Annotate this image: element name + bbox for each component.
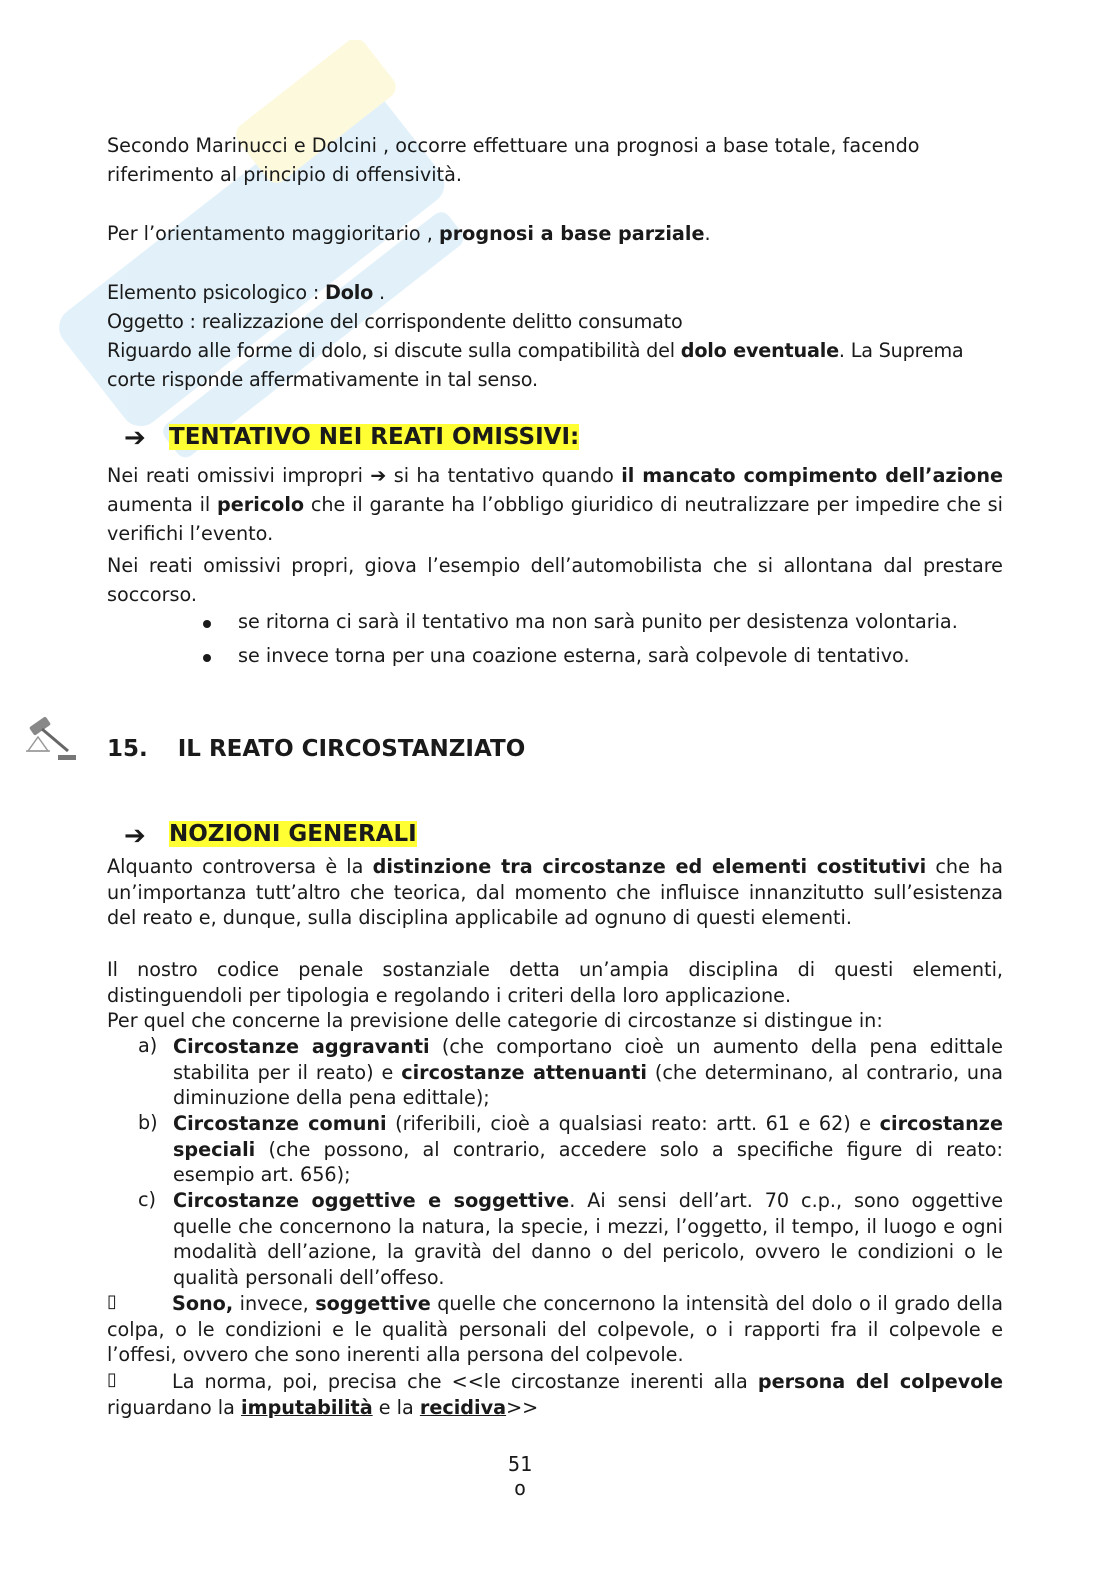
bullet-icon bbox=[203, 654, 211, 662]
paragraph-soggettive: Sono, invece, soggettive quelle che concernono la intensità del dolo o il grado della colpa, o le condizioni e le qualità personali del colpevole, o i rapporti fra il colpevole e l’offesi, ovvero che sono inerenti alla persona del colpevole. bbox=[107, 1292, 1003, 1367]
paragraph-omissivi-impropri: Nei reati omissivi impropri ➔ si ha tentativo quando il mancato compimento dell’azione aumenta il pericolo che il garante ha l’obbligo giuridico di neutralizzare per impedire che si verifichi l’evento. bbox=[107, 464, 1004, 545]
paragraph-elemento-psicologico: Elemento psicologico : Dolo . Oggetto : realizzazione del corrispondente delitto consumato Riguardo alle forme di dolo, si discute sulla compatibilità del dolo eventuale. La Suprema corte risponde affermativamente in tal senso. bbox=[107, 281, 964, 391]
square-bullet-icon: ▯ bbox=[107, 1369, 117, 1390]
heading-tentativo-omissivi: TENTATIVO NEI REATI OMISSIVI: bbox=[169, 424, 580, 450]
gavel-icon bbox=[24, 711, 76, 763]
list-label: b) bbox=[138, 1111, 158, 1134]
heading-nozioni-generali: NOZIONI GENERALI bbox=[169, 821, 417, 847]
square-bullet-icon: ▯ bbox=[107, 1291, 117, 1312]
section-heading: 15. IL REATO CIRCOSTANZIATO bbox=[107, 736, 526, 762]
page-number: 51 o bbox=[507, 1452, 533, 1500]
paragraph-categorie: Per quel che concerne la previsione delle categorie di circostanze si distingue in: bbox=[107, 1009, 883, 1032]
paragraph-distinzione: Alquanto controversa è la distinzione tra circostanze ed elementi costitutivi che ha un’importanza tutt’altro che teorica, dal momento che influisce innanzitutto sull’esistenza del reato e, dunque, sulla disciplina applicabile ad ognuno di questi elementi. bbox=[107, 855, 1003, 930]
paragraph-norma: La norma, poi, precisa che <<le circostanze inerenti alla persona del colpevole riguardano la imputabilità e la recidiva>> bbox=[107, 1370, 1003, 1419]
arrow-icon: ➔ bbox=[124, 423, 146, 453]
list-item-oggettive: Circostanze oggettive e soggettive. Ai sensi dell’art. 70 c.p., sono oggettive quelle che concernono la natura, la specie, i mezzi, l’oggetto, il tempo, il luogo e ogni modalità dell’azione, la gravità del danno o del pericolo, ovvero le condizioni o le qualità personali dell’offeso. bbox=[173, 1189, 1003, 1290]
bullet-item: se ritorna ci sarà il tentativo ma non sarà punito per desistenza volontaria. bbox=[238, 610, 958, 633]
list-label: c) bbox=[138, 1188, 157, 1211]
bullet-item: se invece torna per una coazione esterna, sarà colpevole di tentativo. bbox=[238, 644, 910, 667]
arrow-icon: ➔ bbox=[370, 464, 387, 487]
paragraph-orientamento: Per l’orientamento maggioritario , prognosi a base parziale. bbox=[107, 222, 711, 245]
arrow-icon: ➔ bbox=[124, 821, 146, 851]
list-item-aggravanti: Circostanze aggravanti (che comportano cioè un aumento della pena edittale stabilita per il reato) e circostanze attenuanti (che determinano, al contrario, una diminuzione della pena edittale); bbox=[173, 1035, 1003, 1110]
paragraph-prognosi: Secondo Marinucci e Dolcini , occorre effettuare una prognosi a base totale, facendo riferimento al principio di offensività. bbox=[107, 134, 920, 186]
paragraph-omissivi-propri: Nei reati omissivi propri, giova l’esempio dell’automobilista che si allontana dal prestare soccorso. bbox=[107, 554, 1003, 606]
list-label: a) bbox=[138, 1034, 158, 1057]
bullet-icon bbox=[203, 620, 211, 628]
list-item-comuni: Circostanze comuni (riferibili, cioè a qualsiasi reato: artt. 61 e 62) e circostanze speciali (che possono, al contrario, accedere solo a specifiche figure di reato: esempio art. 656); bbox=[173, 1112, 1003, 1187]
paragraph-codice-penale: Il nostro codice penale sostanziale detta un’ampia disciplina di questi elementi, distinguendoli per tipologia e regolando i criteri della loro applicazione. bbox=[107, 958, 1003, 1007]
watermark-logo bbox=[20, 40, 490, 460]
